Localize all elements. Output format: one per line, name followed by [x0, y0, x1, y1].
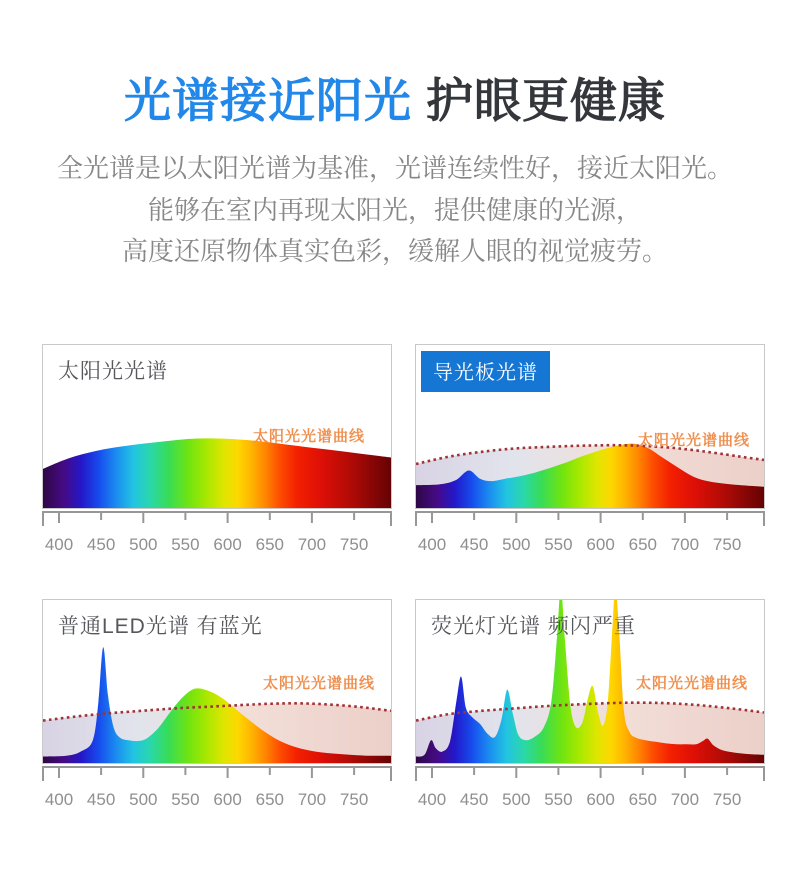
title-highlight: 光谱接近阳光 [124, 74, 412, 127]
axis-tick-label: 500 [502, 789, 531, 809]
sunlight-curve-label: 太阳光光谱曲线 [635, 674, 748, 692]
axis-tick-label: 650 [255, 534, 284, 554]
axis-tick-label: 500 [129, 789, 158, 809]
intro-line-1: 全光谱是以太阳光谱为基准，光谱连续性好，接近太阳光。 [56, 153, 733, 184]
fluorescent-plot-area [415, 599, 765, 764]
axis-tick-label: 600 [586, 789, 615, 809]
axis-tick-label: 400 [44, 789, 74, 809]
sunlight-plot-area [42, 344, 392, 509]
axis-tick-label: 400 [44, 534, 74, 554]
axis-tick-label: 650 [628, 789, 657, 809]
chart-title: 荧光灯光谱 频闪严重 [431, 614, 636, 638]
axis-tick-label: 750 [712, 789, 742, 809]
axis-tick-label: 550 [544, 534, 573, 554]
axis-tick-label: 700 [297, 534, 327, 554]
axis-tick-label: 550 [171, 534, 200, 554]
axis-tick-label: 500 [129, 534, 158, 554]
chart-led [42, 599, 392, 813]
chart-title-badge: 导光板光谱 [421, 351, 550, 392]
axis-tick-label: 650 [255, 789, 284, 809]
axis-tick-label: 600 [213, 534, 242, 554]
charts-grid [42, 344, 790, 813]
axis-tick-label: 400 [417, 534, 447, 554]
wavelength-axis [415, 510, 765, 558]
intro-line-3: 高度还原物体真实色彩，缓解人眼的视觉疲劳。 [121, 236, 668, 267]
wavelength-axis [42, 765, 392, 813]
axis-tick-label: 450 [86, 789, 116, 809]
chart-sunlight [42, 344, 392, 558]
intro-paragraph [0, 152, 790, 268]
axis-tick-label: 750 [712, 534, 742, 554]
axis-tick-label: 450 [459, 534, 489, 554]
axis-tick-label: 500 [502, 534, 531, 554]
sunlight-curve-label: 太阳光光谱曲线 [637, 431, 750, 449]
wavelength-axis [415, 765, 765, 813]
page-title [0, 0, 790, 128]
axis-tick-label: 700 [670, 789, 700, 809]
intro-line-2: 能够在室内再现太阳光，提供健康的光源， [147, 194, 642, 225]
led-plot-area [42, 599, 392, 764]
sunlight-curve-label: 太阳光光谱曲线 [252, 427, 365, 445]
axis-tick-label: 400 [417, 789, 447, 809]
axis-tick-label: 450 [86, 534, 116, 554]
axis-tick-label: 450 [459, 789, 489, 809]
axis-tick-label: 650 [628, 534, 657, 554]
chart-title: 普通LED光谱 有蓝光 [58, 614, 263, 638]
chart-lightguide [415, 344, 765, 558]
sunlight-curve-label: 太阳光光谱曲线 [262, 674, 375, 692]
title-rest: 护眼更健康 [426, 74, 666, 127]
axis-tick-label: 550 [171, 789, 200, 809]
chart-title: 太阳光光谱 [58, 359, 168, 383]
axis-tick-label: 550 [544, 789, 573, 809]
axis-tick-label: 750 [339, 789, 369, 809]
axis-tick-label: 750 [339, 534, 369, 554]
chart-fluorescent [415, 599, 765, 813]
axis-tick-label: 600 [213, 789, 242, 809]
axis-tick-label: 700 [670, 534, 700, 554]
axis-tick-label: 700 [297, 789, 327, 809]
axis-tick-label: 600 [586, 534, 615, 554]
lightguide-plot-area [415, 344, 765, 509]
wavelength-axis [42, 510, 392, 558]
